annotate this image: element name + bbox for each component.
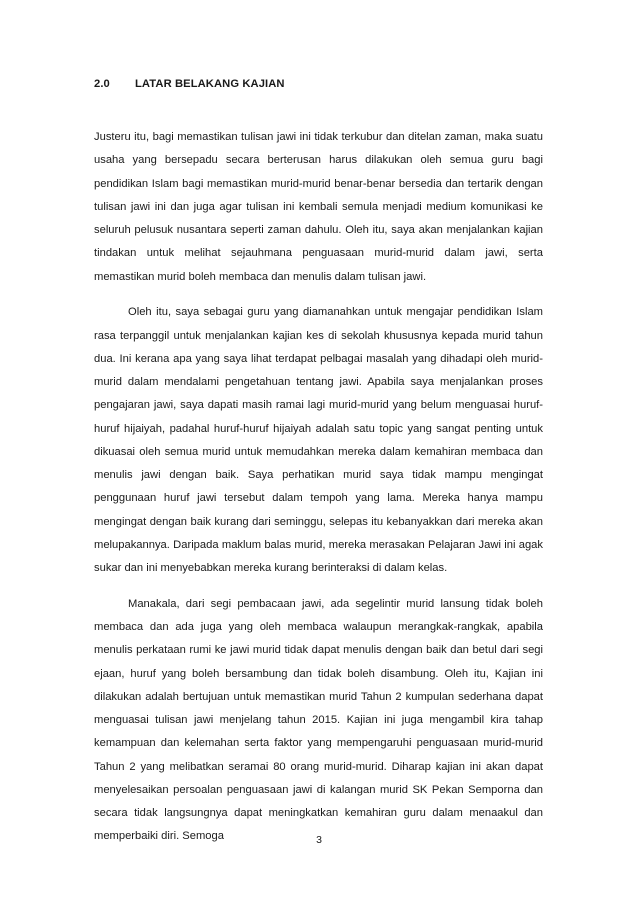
section-number: 2.0 xyxy=(94,78,110,90)
paragraph-3: Manakala, dari segi pembacaan jawi, ada segelintir murid lansung tidak boleh membaca dan ada juga yang oleh membaca walaupun merangkak-rangkak, apabila menulis perkataan rumi ke jawi murid tidak dapat menulis dengan baik dan betul dari segi ejaan, huruf yang boleh bersambung dan tidak boleh disambung. Oleh itu, Kajian ini dilakukan adalah bertujuan untuk memastikan murid Tahun 2 kumpulan sederhana dapat menguasai tulisan jawi menjelang tahun 2015. Kajian ini juga mengambil kira tahap kemampuan dan kelemahan serta faktor yang mempengaruhi penguasaan murid-murid Tahun 2 yang melibatkan seramai 80 orang murid-murid. Diharap kajian ini akan dapat menyelesaikan persoalan penguasaan jawi di kalangan murid SK Pekan Semporna dan secara tidak langsungnya dapat meningkatkan kemahiran guru dalam menaakul dan memperbaiki diri. Semoga xyxy=(94,597,543,843)
section-title: LATAR BELAKANG KAJIAN xyxy=(135,78,285,90)
body-text xyxy=(94,126,543,861)
paragraph-2: Oleh itu, saya sebagai guru yang diamanahkan untuk mengajar pendidikan Islam rasa terpanggil untuk menjalankan kajian kes di sekolah khususnya kepada murid tahun dua. Ini kerana apa yang saya lihat terdapat pelbagai masalah yang dihadapi oleh murid-murid dalam mendalami pengetahuan tentang jawi. Apabila saya menjalankan proses pengajaran jawi, saya dapati masih ramai lagi murid-murid yang belum menguasai huruf-huruf hijaiyah, padahal huruf-huruf hijaiyah adalah satu topic yang sangat penting untuk dikuasai oleh semua murid untuk memudahkan mereka dalam kemahiran membaca dan menulis jawi dengan baik. Saya perhatikan murid saya tidak mampu mengingat penggunaan huruf jawi tersebut dalam tempoh yang lama. Mereka hanya mampu mengingat dengan baik kurang dari seminggu, selepas itu kebanyakkan dari mereka akan melupakannya. Daripada maklum balas murid, mereka merasakan Pelajaran Jawi ini agak sukar dan ini menyebabkan mereka kurang berinteraksi di dalam kelas. xyxy=(94,306,543,574)
paragraph-1: Justeru itu, bagi memastikan tulisan jawi ini tidak terkubur dan ditelan zaman, maka suatu usaha yang bersepadu secara berterusan harus dilakukan oleh semua guru bagi pendidikan Islam bagi memastikan murid-murid benar-benar bersedia dan tertarik dengan tulisan jawi ini dan juga agar tulisan ini kembali semula menjadi medium komunikasi ke seluruh pelusuk nusantara seperti zaman dahulu. Oleh itu, saya akan menjalankan kajian tindakan untuk melihat sejauhmana penguasaan murid-murid dalam jawi, serta memastikan murid boleh membaca dan menulis dalam tulisan jawi. xyxy=(94,131,543,283)
section-heading xyxy=(94,78,285,90)
page-number: 3 xyxy=(316,834,322,846)
